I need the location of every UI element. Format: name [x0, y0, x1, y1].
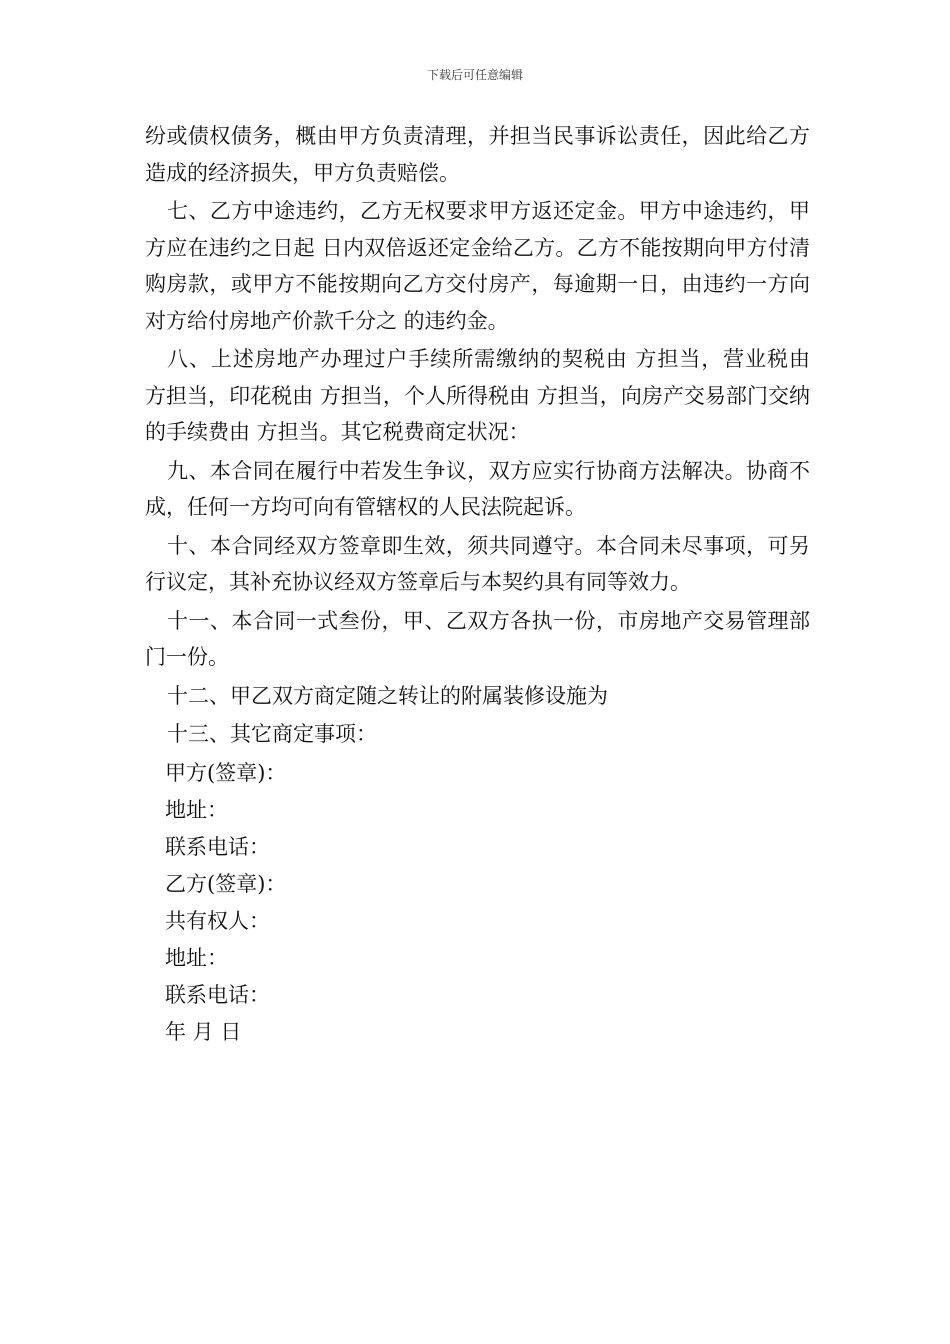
paragraph-clause-12: 十二、甲乙双方商定随之转让的附属装修设施为 — [167, 683, 608, 708]
signature-block — [145, 755, 810, 1051]
co-owner-line: 共有权人： — [165, 908, 270, 933]
paragraph-clause-9: 九、本合同在履行中若发生争议，双方应实行协商方法解决。协商不成，任何一方均可向有管辖权的人民法院起诉。 — [145, 458, 810, 519]
paragraph-clause-13: 十三、其它商定事项： — [167, 722, 377, 746]
party-a-signature-line: 甲方(签章)： — [165, 760, 287, 785]
page-header-note: 下载后可任意编辑 — [426, 68, 523, 82]
paragraph-continued: 纷或债权债务，概由甲方负责清理，并担当民事诉讼责任，因此给乙方造成的经济损失，甲方负责赔偿。 — [145, 124, 810, 185]
paragraph-clause-10: 十、本合同经双方签章即生效，须共同遵守。本合同未尽事项，可另行议定，其补充协议经双方签章后与本契约具有同等效力。 — [145, 533, 810, 594]
contract-body — [145, 118, 810, 1051]
party-b-signature-line: 乙方(签章)： — [165, 871, 287, 896]
party-b-phone-line: 联系电话： — [165, 982, 270, 1007]
party-a-phone-line: 联系电话： — [165, 834, 270, 859]
paragraph-clause-8: 八、上述房地产办理过户手续所需缴纳的契税由 方担当，营业税由 方担当，印花税由 方担当，个人所得税由 方担当，向房产交易部门交纳的手续费由 方担当。其它税费商定状况： — [145, 347, 810, 444]
date-line: 年 月 日 — [165, 1019, 242, 1044]
party-a-address-line: 地址： — [165, 797, 228, 822]
party-b-address-line: 地址： — [165, 945, 228, 970]
paragraph-clause-11: 十一、本合同一式叁份，甲、乙双方各执一份，市房地产交易管理部门一份。 — [145, 608, 810, 669]
paragraph-clause-7: 七、乙方中途违约，乙方无权要求甲方返还定金。甲方中途违约，甲方应在违约之日起 日内双倍返还定金给乙方。乙方不能按期向甲方付清购房款，或甲方不能按期向乙方交付房产，每逾期一日，由违约一方向对方给付房地产价款千分之 的违约金。 — [145, 199, 810, 333]
